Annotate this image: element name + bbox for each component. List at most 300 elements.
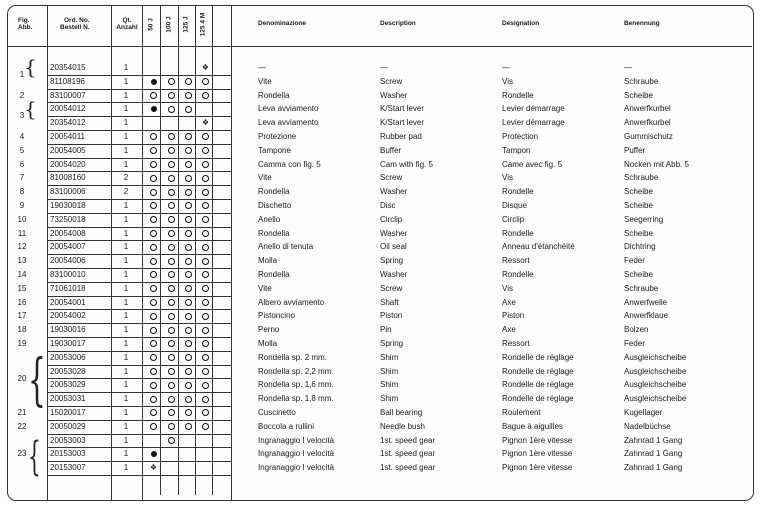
row-order-number: 19030018 xyxy=(50,201,86,210)
mark-125-4m-circle-icon xyxy=(198,365,213,378)
row-denominazione: Molla xyxy=(258,339,278,348)
row-designation: Circlip xyxy=(502,214,525,224)
circle-icon xyxy=(185,396,192,403)
mark-125j-circle-icon xyxy=(181,282,196,295)
row-fig-number: 23 xyxy=(17,449,27,459)
circle-icon xyxy=(168,202,175,209)
mark-125j-circle-icon xyxy=(181,323,196,336)
row-fig-number: 17 xyxy=(17,311,27,321)
mark-125j-circle-icon xyxy=(181,309,196,322)
mark-125-4m-circle-icon xyxy=(198,144,213,157)
header-ord-de: Bestell N. xyxy=(60,24,90,31)
row-designation: Ressort xyxy=(502,256,530,266)
row-fig-number: 10 xyxy=(17,214,27,224)
mark-125-4m-circle-icon xyxy=(198,227,213,240)
circle-icon xyxy=(185,202,192,209)
row-designation: Anneau d'étanchéité xyxy=(502,242,575,252)
row-order-number: 20354015 xyxy=(50,63,86,72)
row-designation: Protection xyxy=(502,132,539,141)
mark-50j-circle-icon xyxy=(146,240,161,253)
circle-icon xyxy=(202,382,209,389)
row-order-number: 20153007 xyxy=(50,463,86,473)
mark-50j-circle-icon xyxy=(146,337,161,350)
mark-100j-circle-icon xyxy=(164,365,179,378)
row-quantity: 1 xyxy=(123,63,129,72)
column-divider xyxy=(231,5,232,500)
mark-50j-circle-icon xyxy=(146,323,161,336)
row-order-number: 20053028 xyxy=(50,366,86,376)
row-order-number: 20054006 xyxy=(50,256,86,266)
row-fig-number: 2 xyxy=(19,90,25,100)
header-model-100j: 100 J xyxy=(165,16,173,33)
row-benennung: Ausgleichscheibe xyxy=(624,366,687,376)
row-order-number: 20054012 xyxy=(50,104,86,114)
row-quantity: 1 xyxy=(123,145,129,155)
row-denominazione: Protezione xyxy=(258,132,297,141)
circle-icon xyxy=(150,244,157,251)
row-benennung: Dichtring xyxy=(624,242,656,252)
mark-50j-circle-icon xyxy=(146,365,161,378)
mark-125-4m-circle-icon xyxy=(198,75,213,88)
mark-125-4m-diamond-icon xyxy=(198,116,213,129)
header-qty xyxy=(114,17,140,31)
brace-fig-3: { xyxy=(24,97,37,121)
row-designation: — xyxy=(502,63,510,72)
mark-50j-dot-icon xyxy=(146,75,161,88)
row-fig-number: 5 xyxy=(19,145,25,155)
row-description: 1st. speed gear xyxy=(380,463,436,473)
diamond-cross-icon: ❖ xyxy=(149,463,158,473)
mark-125j-circle-icon xyxy=(181,75,196,88)
row-benennung: Nadelbüchse xyxy=(624,421,671,431)
circle-icon xyxy=(185,216,192,223)
header-designation: Désignation xyxy=(502,20,540,27)
circle-icon xyxy=(150,258,157,265)
row-quantity: 2 xyxy=(123,173,129,183)
mark-50j-diamond-icon xyxy=(146,461,161,474)
circle-icon xyxy=(185,106,192,113)
row-description: Screw xyxy=(380,76,403,86)
row-denominazione: Rondella xyxy=(258,270,290,279)
row-designation: Rondelle de réglage xyxy=(502,380,574,390)
row-quantity: 1 xyxy=(123,256,129,266)
mark-125-4m-circle-icon xyxy=(198,171,213,184)
circle-icon xyxy=(168,230,175,237)
row-fig-number: 21 xyxy=(17,408,27,417)
circle-icon xyxy=(202,258,209,265)
row-designation: Vis xyxy=(502,283,513,293)
circle-icon xyxy=(202,133,209,140)
mark-100j-circle-icon xyxy=(164,227,179,240)
mark-125j-circle-icon xyxy=(181,351,196,364)
header-fig xyxy=(18,17,32,31)
row-fig-number: 13 xyxy=(17,256,27,266)
row-denominazione: Leva avviamento xyxy=(258,118,319,128)
row-fig-number: 12 xyxy=(17,242,27,252)
diamond-cross-icon: ❖ xyxy=(201,118,210,128)
row-description: — xyxy=(380,63,388,72)
header-model-125-4m: 125 4 M xyxy=(199,12,207,37)
row-quantity: 1 xyxy=(123,366,129,376)
header-benennung: Benennung xyxy=(624,20,660,27)
mark-100j-circle-icon xyxy=(164,199,179,212)
filled-dot-icon xyxy=(151,106,157,112)
mark-125-4m-circle-icon xyxy=(198,406,213,419)
circle-icon xyxy=(202,409,209,416)
row-fig-number: 20 xyxy=(17,373,27,383)
mark-100j-circle-icon xyxy=(164,268,179,281)
row-divider xyxy=(47,475,231,476)
row-quantity: 1 xyxy=(123,118,129,128)
mark-50j-circle-icon xyxy=(146,199,161,212)
row-benennung: Schraube xyxy=(624,283,659,293)
row-designation: Came avec fig. 5 xyxy=(502,159,563,169)
row-designation: Rondelle xyxy=(502,187,534,197)
circle-icon xyxy=(185,244,192,251)
row-denominazione: Rondella xyxy=(258,187,290,197)
row-quantity: 1 xyxy=(123,311,129,321)
circle-icon xyxy=(150,230,157,237)
row-description: 1st. speed gear xyxy=(380,435,436,445)
mark-125j-circle-icon xyxy=(181,378,196,391)
row-order-number: 20054002 xyxy=(50,311,86,321)
circle-icon xyxy=(168,382,175,389)
circle-icon xyxy=(185,285,192,292)
row-designation: Pignon 1ère vitesse xyxy=(502,463,573,473)
mark-100j-circle-icon xyxy=(164,323,179,336)
circle-icon xyxy=(150,368,157,375)
circle-icon xyxy=(168,78,175,85)
mark-100j-circle-icon xyxy=(164,185,179,198)
row-order-number: 73250018 xyxy=(50,214,86,224)
header-rule xyxy=(7,46,752,47)
row-benennung: Puffer xyxy=(624,145,646,155)
mark-100j-circle-icon xyxy=(164,351,179,364)
row-fig-number: 15 xyxy=(17,283,27,293)
row-benennung: Ausgleichscheibe xyxy=(624,352,687,362)
row-quantity: 1 xyxy=(123,339,129,348)
circle-icon xyxy=(185,368,192,375)
row-benennung: Ausgleichscheibe xyxy=(624,380,687,390)
row-order-number: 20053006 xyxy=(50,352,86,362)
mark-50j-circle-icon xyxy=(146,296,161,309)
row-denominazione: Tampone xyxy=(258,145,291,155)
mark-100j-circle-icon xyxy=(164,144,179,157)
circle-icon xyxy=(202,92,209,99)
row-benennung: Scheibe xyxy=(624,228,653,238)
circle-icon xyxy=(150,161,157,168)
circle-icon xyxy=(185,299,192,306)
row-designation: Ressort xyxy=(502,339,530,348)
mark-125j-circle-icon xyxy=(181,337,196,350)
circle-icon xyxy=(150,299,157,306)
circle-icon xyxy=(185,78,192,85)
mark-50j-circle-icon xyxy=(146,213,161,226)
brace-fig-20: { xyxy=(28,348,46,413)
row-description: Shaft xyxy=(380,297,399,307)
mark-100j-circle-icon xyxy=(164,240,179,253)
row-description: Oil seal xyxy=(380,242,407,252)
row-quantity: 1 xyxy=(123,408,129,417)
row-benennung: Anwerfkurbel xyxy=(624,118,671,128)
mark-125j-circle-icon xyxy=(181,199,196,212)
row-benennung: Nocken mit Abb. 5 xyxy=(624,159,689,169)
mark-50j-circle-icon xyxy=(146,378,161,391)
mark-100j-circle-icon xyxy=(164,406,179,419)
mark-50j-circle-icon xyxy=(146,130,161,143)
row-description: Shim xyxy=(380,394,399,404)
row-order-number: 83100010 xyxy=(50,270,86,279)
circle-icon xyxy=(150,202,157,209)
row-quantity: 1 xyxy=(123,283,129,293)
mark-50j-circle-icon xyxy=(146,89,161,102)
circle-icon xyxy=(185,340,192,347)
row-fig-number: 1 xyxy=(19,69,25,79)
circle-icon xyxy=(185,313,192,320)
row-order-number: 81008160 xyxy=(50,173,86,183)
circle-icon xyxy=(168,189,175,196)
mark-125j-circle-icon xyxy=(181,144,196,157)
circle-icon xyxy=(168,175,175,182)
circle-icon xyxy=(150,189,157,196)
row-quantity: 1 xyxy=(123,394,129,404)
row-benennung: Schraube xyxy=(624,76,659,86)
row-description: Shim xyxy=(380,366,399,376)
row-order-number: 20054020 xyxy=(50,159,86,169)
row-designation: Rondelle xyxy=(502,270,534,279)
mark-100j-circle-icon xyxy=(164,75,179,88)
row-description: Screw xyxy=(380,173,403,183)
circle-icon xyxy=(202,354,209,361)
row-quantity: 1 xyxy=(123,104,129,114)
row-quantity: 1 xyxy=(123,270,129,279)
mark-100j-circle-icon xyxy=(164,158,179,171)
row-quantity: 1 xyxy=(123,449,129,459)
row-fig-number: 14 xyxy=(17,270,27,279)
row-benennung: — xyxy=(624,63,632,72)
row-denominazione: Molla xyxy=(258,256,278,266)
row-designation: Rondelle de réglage xyxy=(502,394,574,404)
mark-100j-circle-icon xyxy=(164,130,179,143)
row-fig-number: 9 xyxy=(19,201,25,210)
circle-icon xyxy=(168,354,175,361)
row-fig-number: 6 xyxy=(19,159,25,169)
circle-icon xyxy=(150,92,157,99)
mark-100j-circle-icon xyxy=(164,434,179,447)
row-description: Screw xyxy=(380,283,403,293)
circle-icon xyxy=(202,202,209,209)
row-fig-number: 18 xyxy=(17,325,27,335)
header-model-50j: 50 J xyxy=(147,18,155,31)
row-denominazione: Rondella xyxy=(258,228,290,238)
row-benennung: Scheibe xyxy=(624,187,653,197)
circle-icon xyxy=(185,382,192,389)
circle-icon xyxy=(168,396,175,403)
row-order-number: 20054008 xyxy=(50,228,86,238)
circle-icon xyxy=(168,244,175,251)
mark-100j-circle-icon xyxy=(164,89,179,102)
mark-125j-circle-icon xyxy=(181,406,196,419)
row-quantity: 1 xyxy=(123,228,129,238)
row-designation: Rondelle xyxy=(502,90,534,100)
mark-50j-circle-icon xyxy=(146,185,161,198)
filled-dot-icon xyxy=(151,79,157,85)
row-designation: Tampon xyxy=(502,145,531,155)
mark-125j-circle-icon xyxy=(181,365,196,378)
row-denominazione: Cuscinetto xyxy=(258,408,296,417)
row-order-number: 20053031 xyxy=(50,394,86,404)
row-designation: Levier démarrage xyxy=(502,104,565,114)
header-ord-it: Ord. No. xyxy=(63,17,90,24)
mark-50j-circle-icon xyxy=(146,351,161,364)
circle-icon xyxy=(202,230,209,237)
column-divider xyxy=(142,5,143,500)
mark-125j-circle-icon xyxy=(181,102,196,115)
row-denominazione: Rondella sp. 1,6 mm. xyxy=(258,380,334,390)
row-order-number: 20053029 xyxy=(50,380,86,390)
mark-125-4m-circle-icon xyxy=(198,254,213,267)
mark-125j-circle-icon xyxy=(181,240,196,253)
mark-50j-circle-icon xyxy=(146,254,161,267)
circle-icon xyxy=(150,340,157,347)
row-designation: Rondelle de réglage xyxy=(502,366,574,376)
mark-50j-circle-icon xyxy=(146,144,161,157)
row-benennung: Scheibe xyxy=(624,90,653,100)
mark-125-4m-circle-icon xyxy=(198,213,213,226)
row-denominazione: Boccola a rullini xyxy=(258,421,315,431)
circle-icon xyxy=(185,92,192,99)
column-divider xyxy=(47,5,48,500)
mark-50j-circle-icon xyxy=(146,406,161,419)
row-order-number: 19030017 xyxy=(50,339,86,348)
circle-icon xyxy=(150,216,157,223)
row-description: Spring xyxy=(380,256,404,266)
mark-125-4m-circle-icon xyxy=(198,268,213,281)
mark-50j-circle-icon xyxy=(146,420,161,433)
mark-50j-dot-icon xyxy=(146,102,161,115)
circle-icon xyxy=(202,423,209,430)
row-denominazione: Ingranaggio I velocità xyxy=(258,435,335,445)
circle-icon xyxy=(150,354,157,361)
header-denominazione: Denominazione xyxy=(258,20,307,27)
row-quantity: 1 xyxy=(123,214,129,224)
row-designation: Vis xyxy=(502,173,513,183)
mark-50j-circle-icon xyxy=(146,227,161,240)
row-description: Spring xyxy=(380,339,404,348)
circle-icon xyxy=(202,175,209,182)
row-order-number: 20054007 xyxy=(50,242,86,252)
row-order-number: 20054011 xyxy=(50,132,85,141)
circle-icon xyxy=(150,313,157,320)
mark-100j-circle-icon xyxy=(164,102,179,115)
mark-125j-circle-icon xyxy=(181,171,196,184)
mark-125j-circle-icon xyxy=(181,227,196,240)
brace-fig-23: { xyxy=(28,434,41,480)
row-order-number: 20354012 xyxy=(50,118,86,128)
row-quantity: 1 xyxy=(123,242,129,252)
row-denominazione: Perno xyxy=(258,325,280,335)
row-description: K/Start lever xyxy=(380,118,425,128)
row-quantity: 1 xyxy=(123,201,129,210)
circle-icon xyxy=(202,313,209,320)
row-description: Washer xyxy=(380,228,408,238)
row-designation: Rondelle de réglage xyxy=(502,352,574,362)
circle-icon xyxy=(150,327,157,334)
row-description: Washer xyxy=(380,270,408,279)
row-description: Needle bush xyxy=(380,421,425,431)
row-benennung: Scheibe xyxy=(624,201,653,210)
circle-icon xyxy=(150,175,157,182)
row-benennung: Seegerring xyxy=(624,214,664,224)
row-description: Disc xyxy=(380,201,396,210)
circle-icon xyxy=(202,396,209,403)
mark-50j-circle-icon xyxy=(146,268,161,281)
circle-icon xyxy=(168,216,175,223)
header-description: Description xyxy=(380,20,416,27)
circle-icon xyxy=(150,147,157,154)
row-designation: Pignon 1ère vitesse xyxy=(502,435,573,445)
row-description: 1st. speed gear xyxy=(380,449,436,459)
mark-125j-circle-icon xyxy=(181,296,196,309)
circle-icon xyxy=(168,423,175,430)
circle-icon xyxy=(150,396,157,403)
circle-icon xyxy=(168,258,175,265)
row-order-number: 83100007 xyxy=(50,90,86,100)
row-quantity: 1 xyxy=(123,297,129,307)
row-fig-number: 3 xyxy=(19,111,25,121)
row-benennung: Anwerfkurbel xyxy=(624,104,671,114)
row-quantity: 1 xyxy=(123,352,129,362)
mark-125-4m-circle-icon xyxy=(198,392,213,405)
row-denominazione: Vite xyxy=(258,76,272,86)
row-denominazione: — xyxy=(258,63,266,72)
row-benennung: Feder xyxy=(624,339,645,348)
header-fig-it: Fig. xyxy=(18,17,30,24)
row-denominazione: Leva avviamento xyxy=(258,104,319,114)
mark-100j-circle-icon xyxy=(164,378,179,391)
row-benennung: Bolzen xyxy=(624,325,649,335)
row-fig-number: 11 xyxy=(17,228,27,238)
row-designation: Disque xyxy=(502,201,527,210)
mark-100j-circle-icon xyxy=(164,309,179,322)
row-designation: Pignon 1ère vitesse xyxy=(502,449,573,459)
row-designation: Bague à aiguilles xyxy=(502,421,563,431)
row-denominazione: Vite xyxy=(258,283,272,293)
circle-icon xyxy=(168,409,175,416)
mark-125j-circle-icon xyxy=(181,89,196,102)
row-quantity: 1 xyxy=(123,463,129,473)
row-benennung: Zahnrad 1 Gang xyxy=(624,435,683,445)
mark-100j-circle-icon xyxy=(164,337,179,350)
circle-icon xyxy=(168,327,175,334)
row-quantity: 1 xyxy=(123,421,129,431)
row-description: Piston xyxy=(380,311,403,321)
mark-100j-circle-icon xyxy=(164,420,179,433)
row-description: Washer xyxy=(380,90,408,100)
circle-icon xyxy=(185,423,192,430)
row-benennung: Anwerfwelle xyxy=(624,297,668,307)
mark-125-4m-circle-icon xyxy=(198,158,213,171)
row-benennung: Scheibe xyxy=(624,270,653,279)
row-quantity: 1 xyxy=(123,159,129,169)
circle-icon xyxy=(168,161,175,168)
row-benennung: Anwerfklaue xyxy=(624,311,669,321)
circle-icon xyxy=(150,382,157,389)
circle-icon xyxy=(185,327,192,334)
mark-125-4m-circle-icon xyxy=(198,282,213,295)
circle-icon xyxy=(185,271,192,278)
row-quantity: 1 xyxy=(123,90,129,100)
